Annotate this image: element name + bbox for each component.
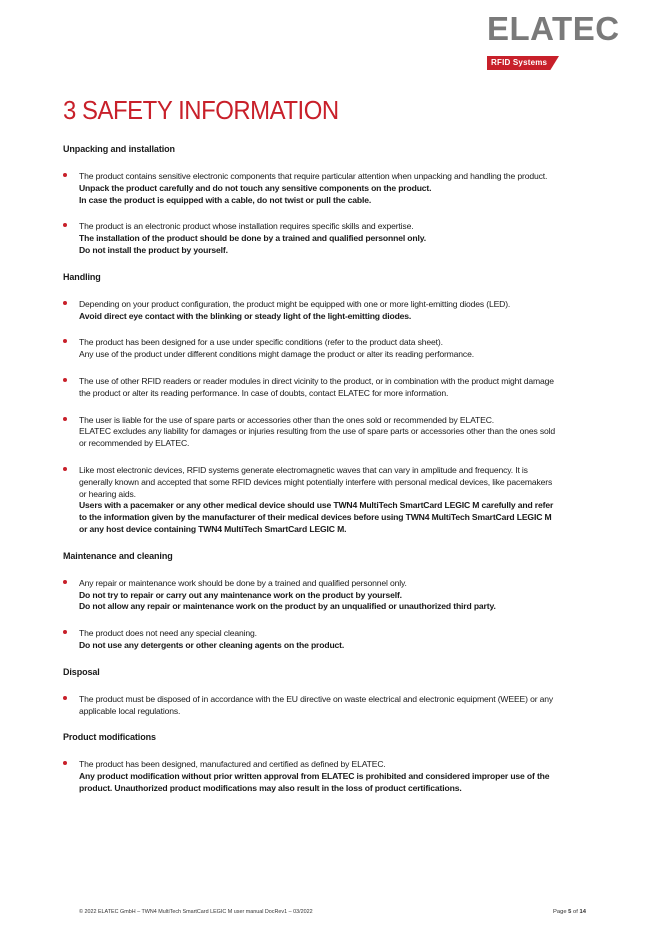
list-item — [63, 415, 603, 450]
footer-page-number — [553, 909, 586, 915]
page-current: 5 — [568, 909, 572, 915]
info-text: The product is an electronic product whose installation requires specific skills and expertise. — [79, 221, 414, 232]
list-item — [63, 299, 603, 323]
section-title: Maintenance and cleaning — [63, 550, 173, 561]
logo-wordmark: ELATEC — [487, 10, 620, 47]
page-of: of — [573, 909, 578, 915]
bullet-icon — [63, 696, 67, 700]
info-text: applicable local regulations. — [79, 705, 181, 716]
list-item — [63, 694, 603, 718]
info-text: Depending on your product configuration, the product might be equipped with one or more light-emitting diodes (LED). — [79, 298, 511, 309]
instruction-text: Users with a pacemaker or any other medical device should use TWN4 MultiTech SmartCard LEGIC M carefully and refer — [79, 500, 554, 511]
info-text: The product does not need any special cleaning. — [79, 628, 257, 639]
list-item — [63, 376, 603, 400]
info-text: The product contains sensitive electronic components that require particular attention when unpacking and handling the product. — [79, 171, 548, 181]
bullet-icon — [63, 580, 67, 584]
list-item — [63, 628, 603, 652]
instruction-text: to the information given by the manufacturer of their medical devices before using TWN4 MultiTech SmartCard LEGIC M — [79, 512, 552, 523]
instruction-text: Do not use any detergents or other cleaning agents on the product. — [79, 639, 345, 650]
info-text: the product or alter its reading performance. In case of doubts, contact ELATEC for more information. — [79, 387, 449, 398]
bullet-icon — [63, 301, 67, 305]
info-text: ELATEC excludes any liability for damages or injuries resulting from the use of spare parts or accessories other than the ones sold — [79, 426, 556, 437]
instruction-text: Do not try to repair or carry out any maintenance work on the product by yourself. — [79, 589, 402, 600]
logo-tagline: RFID Systems — [491, 58, 548, 67]
instruction-text: Do not install the product by yourself. — [79, 244, 228, 255]
bullet-icon — [63, 630, 67, 634]
list-item — [63, 465, 603, 536]
list-item — [63, 221, 603, 256]
list-item — [63, 578, 603, 613]
info-text: or recommended by ELATEC. — [79, 438, 190, 449]
instruction-text: or any host device containing TWN4 MultiTech SmartCard LEGIC M. — [79, 523, 347, 534]
bullet-icon — [63, 467, 67, 471]
elatec-logo — [487, 10, 620, 67]
instruction-text: Avoid direct eye contact with the blinking or steady light of the light-emitting diodes. — [79, 310, 412, 321]
bullet-icon — [63, 223, 67, 227]
footer-copyright: © 2022 ELATEC GmbH – TWN4 MultiTech SmartCard LEGIC M user manual DocRev1 – 03/2022 — [79, 909, 313, 915]
info-text: The product has been designed, manufactured and certified as defined by ELATEC. — [79, 759, 386, 770]
info-text: The use of other RFID readers or reader modules in direct vicinity to the product, or in combination with the product might damage — [79, 375, 554, 386]
instruction-text: Unpack the product carefully and do not touch any sensitive components on the product. — [79, 182, 432, 193]
bullet-icon — [63, 339, 67, 343]
page-title: 3 SAFETY INFORMATION — [63, 95, 339, 125]
section-title: Product modifications — [63, 732, 156, 743]
bullet-icon — [63, 761, 67, 765]
info-text: Any repair or maintenance work should be done by a trained and qualified personnel only. — [79, 577, 407, 588]
info-text: generally known and accepted that some RFID devices might potentially interfere with personal medical devices, like pacemakers — [79, 476, 553, 487]
instruction-text: In case the product is equipped with a cable, do not twist or pull the cable. — [79, 194, 372, 205]
instruction-text: Do not allow any repair or maintenance work on the product by an unqualified or unauthorized third party. — [79, 601, 496, 612]
info-text: or hearing aids. — [79, 488, 136, 499]
info-text: The user is liable for the use of spare parts or accessories other than the ones sold or recommended by ELATEC. — [79, 414, 495, 425]
list-item — [63, 337, 603, 361]
page-total: 14 — [579, 909, 586, 915]
bullet-icon — [63, 173, 67, 177]
instruction-text: Any product modification without prior written approval from ELATEC is prohibited and considered improper use of the — [79, 771, 550, 782]
section-title: Disposal — [63, 666, 100, 677]
list-item — [63, 759, 603, 794]
instruction-text: product. Unauthorized product modifications may also result in the loss of product certifications. — [79, 782, 462, 793]
section-title: Unpacking and installation — [63, 144, 175, 154]
list-item — [63, 171, 603, 206]
info-text: Any use of the product under different conditions might damage the product or alter its reading performance. — [79, 349, 474, 360]
instruction-text: The installation of the product should be done by a trained and qualified personnel only. — [79, 233, 426, 244]
info-text: The product has been designed for a use under specific conditions (refer to the product data sheet). — [79, 337, 443, 348]
document-body — [63, 144, 603, 810]
info-text: Like most electronic devices, RFID systems generate electromagnetic waves that can vary in amplitude and frequency. It is — [79, 464, 528, 475]
bullet-icon — [63, 417, 67, 421]
info-text: The product must be disposed of in accordance with the EU directive on waste electrical and electronic equipment (WEEE) or any — [79, 693, 554, 704]
bullet-icon — [63, 378, 67, 382]
page-label: Page — [553, 909, 567, 915]
section-title: Handling — [63, 271, 101, 282]
